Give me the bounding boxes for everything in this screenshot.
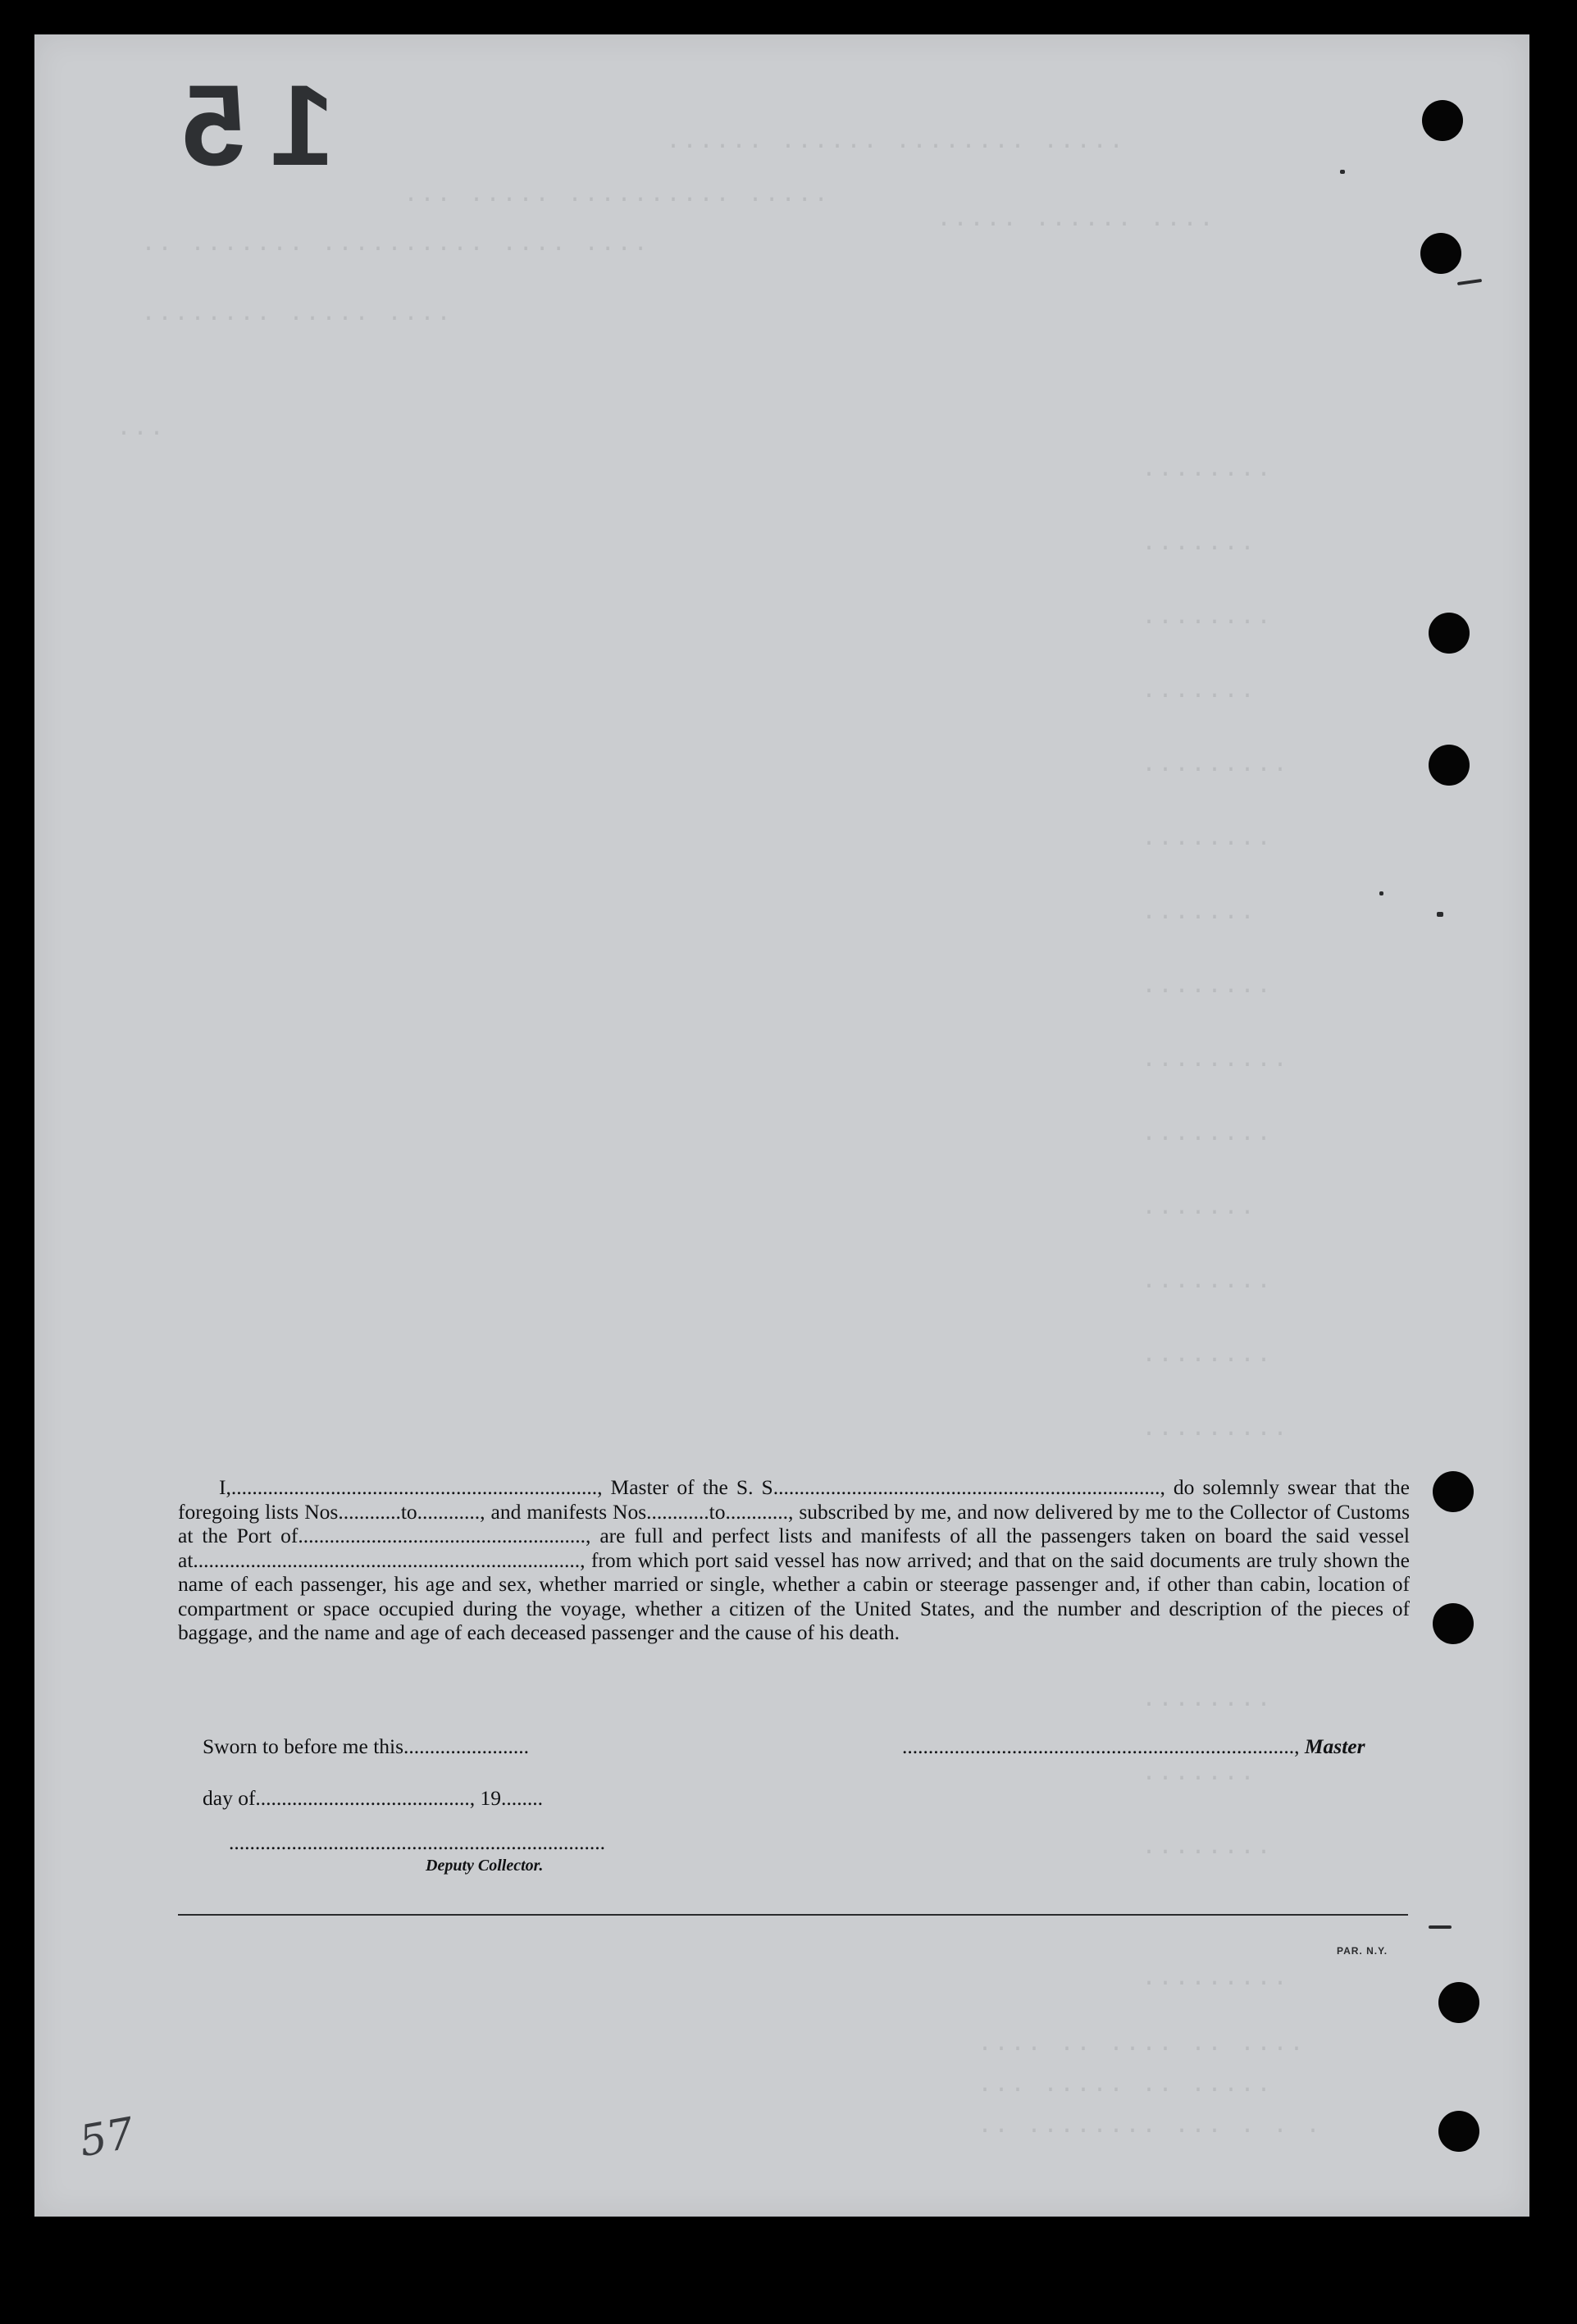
punch-hole [1438, 2111, 1479, 2152]
bleed-through-text: ········ ····· ···· [141, 305, 454, 333]
bleed-through-text: ···· ·· ···· ·· ···· [978, 2035, 1306, 2063]
punch-hole [1433, 1603, 1474, 1644]
bleed-through-text: ········· [1142, 1970, 1290, 1998]
bleed-through-text: ······· [1142, 904, 1257, 932]
edge-mark [1437, 912, 1443, 917]
edge-mark [1429, 1925, 1452, 1929]
bleed-through-text: ·· ······· ·········· ···· ···· [141, 235, 650, 263]
oath-text: I,......................................................................, Master of the S. S.........................................................................., do solemnly swear that the foregoing lists Nos............to............, and manifests Nos............to............, subscribed by me, and now delivered by me to the Collector of Customs at the Port of......................................................., are full and perfect lists and manifests of all the passengers taken on board the said vessel at.........................................................................., from which port said vessel has now arrived; and that on the said documents are truly shown the name of each passenger, his age and sex, whether married or single, whether a cabin or steerage passenger and, if other than cabin, location of compartment or space occupied during the voyage, whether a citizen of the United States, and the number and description of the pieces of baggage, and the name and age of each deceased passenger and the cause of his death. [178, 1475, 1410, 1644]
bleed-through-text: ··· ····· ·········· ····· [403, 186, 831, 214]
bleed-through-text: ········· [1142, 1051, 1290, 1079]
master-label: Master [1304, 1734, 1365, 1758]
bleed-through-text: ··· [116, 420, 166, 448]
punch-hole [1429, 745, 1470, 786]
bleed-through-text: ········ [1142, 1839, 1274, 1866]
sworn-line: Sworn to before me this........................ [203, 1734, 530, 1758]
bleed-through-text: ······ ······ ········ ····· [666, 133, 1126, 161]
punch-hole [1420, 233, 1461, 274]
edge-mark [1457, 279, 1482, 285]
bleed-through-text: ······· [1142, 1765, 1257, 1793]
bleed-through-text: ········ [1142, 1125, 1274, 1153]
manifest-page [34, 34, 1529, 2217]
bleed-through-text: ········ [1142, 1347, 1274, 1374]
bleed-through-text: ······· [1142, 1199, 1257, 1227]
bleed-through-text: ········ [1142, 1691, 1274, 1719]
punch-hole [1433, 1471, 1474, 1512]
deputy-collector-label: Deputy Collector. [426, 1857, 544, 1875]
punch-hole [1422, 100, 1463, 141]
day-of-line: day of........................................., 19........ [203, 1786, 544, 1810]
master-dots: ..........................................................................., [902, 1734, 1300, 1758]
bleed-through-text: ········· [1142, 1420, 1290, 1448]
deputy-signature-dots: ........................................................................ [229, 1830, 605, 1854]
bleed-through-text: ··· ····· ·· ····· [978, 2076, 1274, 2104]
bleed-through-text: ········ [1142, 461, 1274, 489]
handwritten-mark: 57 [75, 2108, 138, 2167]
bleed-through-text: ········ [1142, 830, 1274, 858]
master-signature-line [902, 1734, 1365, 1759]
bleed-through-text: ········· [1142, 756, 1290, 784]
bleed-through-text: ········ [1142, 1273, 1274, 1301]
punch-hole [1438, 1982, 1479, 2023]
bleed-through-text: ····· ······ ···· [937, 211, 1216, 239]
bleed-through-text: ········ [1142, 977, 1274, 1005]
printer-mark: PAR. N.Y. [1337, 1945, 1388, 1957]
horizontal-rule [178, 1914, 1408, 1916]
oath-paragraph [178, 1475, 1410, 1645]
edge-mark [1340, 170, 1345, 174]
punch-hole [1429, 613, 1470, 654]
stamp-number: 15 [157, 61, 335, 189]
edge-mark [1379, 891, 1383, 895]
bleed-through-text: ······· [1142, 682, 1257, 710]
bleed-through-text: ······· [1142, 535, 1257, 563]
bleed-through-text: ·· ········ ··· · · · [978, 2117, 1323, 2145]
bleed-through-text: ········ [1142, 608, 1274, 636]
